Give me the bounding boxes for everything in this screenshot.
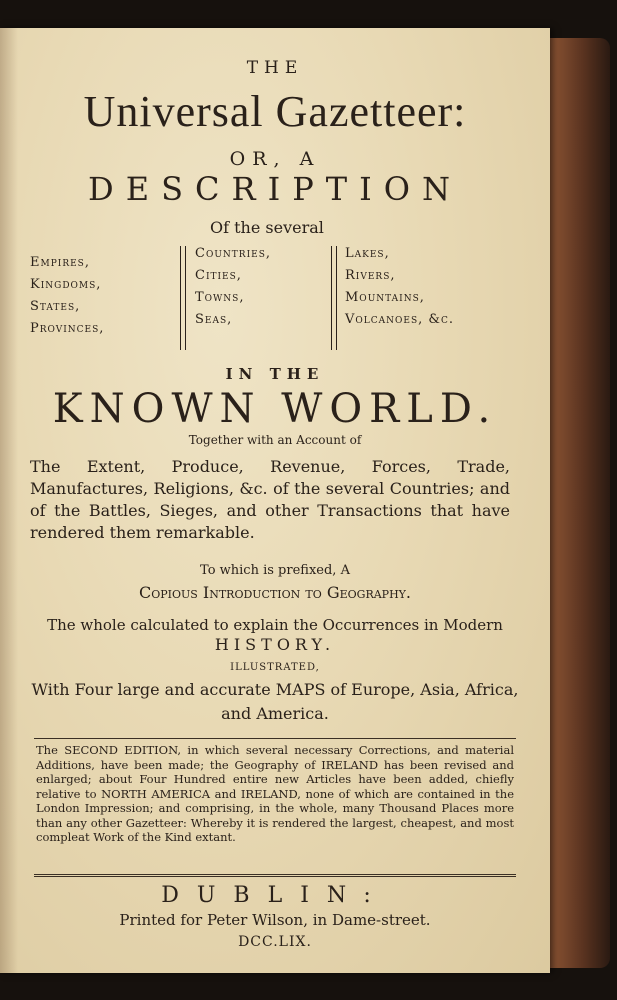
list-item: Lakes, bbox=[345, 246, 390, 261]
list-item: Seas, bbox=[195, 312, 233, 327]
book-title: Universal Gazetteer: bbox=[83, 87, 467, 136]
list-item: Empires, bbox=[30, 255, 90, 270]
imprint-date: DCC.LIX. bbox=[238, 934, 312, 950]
whole-calculated-text: The whole calculated to explain the Occurrences in Modern bbox=[47, 616, 503, 634]
list-item: States, bbox=[30, 299, 81, 314]
divider bbox=[34, 738, 516, 739]
column-divider bbox=[180, 246, 186, 350]
known-world-heading: KNOWN WORLD. bbox=[52, 386, 498, 432]
edition-note: The SECOND EDITION, in which several necessary Corrections, and material Additions, have been made; the Geography of IRELAND has been revised and enlarged; about Four Hundred entire new Articles have been added, chiefly relative to NORTH AMERICA and IRELAND, none of which are contained in the London Impression; and comprising, in the whole, many Thousand Places more than any other Gazetteer: Whereby it is rendered the largest, cheapest, and most compleat Work of the Kind extant. bbox=[36, 743, 514, 844]
column-divider bbox=[331, 246, 337, 350]
list-item: Mountains, bbox=[345, 290, 425, 305]
list-item: Cities, bbox=[195, 268, 242, 283]
contents-paragraph: The Extent, Produce, Revenue, Forces, Trade, Manufactures, Religions, &c. of the several Countries; and of the Battles, Sieges, and other Transactions that have rendered them remarkable. bbox=[30, 457, 510, 542]
of-several-text: Of the several bbox=[210, 218, 324, 237]
together-text: Together with an Account of bbox=[188, 433, 362, 447]
in-the-text: IN THE bbox=[225, 365, 325, 383]
list-item: Towns, bbox=[195, 290, 245, 305]
list-item: Kingdoms, bbox=[30, 277, 102, 292]
illustrated-text: ILLUSTRATED, bbox=[230, 662, 320, 673]
list-item: Volcanoes, &c. bbox=[345, 312, 454, 327]
double-divider bbox=[34, 874, 516, 879]
prefixed-text: To which is prefixed, A bbox=[200, 563, 350, 578]
column-lakes bbox=[345, 243, 454, 331]
subtitle-or-a: OR, A bbox=[229, 148, 321, 170]
introduction-text: Copious Introduction to Geography. bbox=[138, 583, 412, 602]
title-page bbox=[0, 28, 550, 973]
maps-text: With Four large and accurate MAPS of Europe, Asia, Africa, and America. bbox=[31, 680, 519, 723]
list-item: Provinces, bbox=[30, 321, 105, 336]
title-article: THE bbox=[246, 58, 304, 78]
subtitle-description: DESCRIPTION bbox=[88, 170, 462, 208]
column-empires bbox=[30, 252, 104, 340]
imprint-city: DUBLIN: bbox=[161, 883, 389, 908]
imprint-printer: Printed for Peter Wilson, in Dame-street. bbox=[119, 911, 431, 929]
list-item: Countries, bbox=[195, 246, 271, 261]
column-countries bbox=[195, 243, 271, 331]
history-text: HISTORY. bbox=[214, 635, 336, 654]
list-item: Rivers, bbox=[345, 268, 396, 283]
